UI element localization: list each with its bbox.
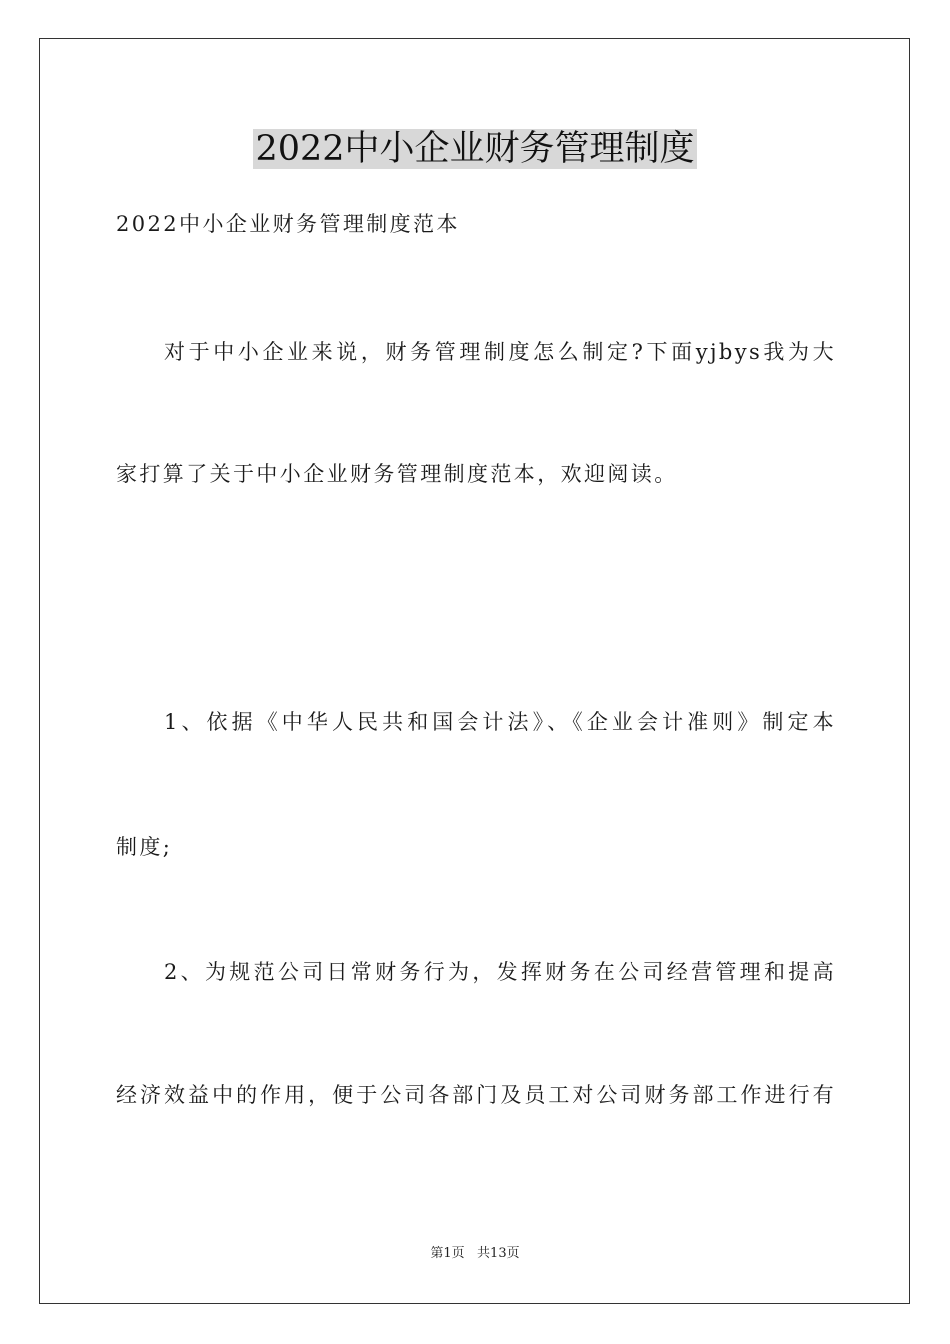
paragraph-line-2: 家打算了关于中小企业财务管理制度范本，欢迎阅读。 (116, 462, 678, 486)
page-footer: 第1页 共13页 (430, 1246, 520, 1261)
document-title-text: 2022中小企业财务管理制度 (255, 129, 695, 169)
paragraph-line-5: 2、为规范公司日常财务行为，发挥财务在公司经营管理和提高 (164, 960, 836, 984)
paragraph-line-1: 对于中小企业来说，财务管理制度怎么制定?下面yjbys我为大 (164, 340, 836, 364)
paragraph-line-6: 经济效益中的作用，便于公司各部门及员工对公司财务部工作进行有 (116, 1083, 836, 1107)
paragraph-line-3: 1、依据《中华人民共和国会计法》、《企业会计准则》制定本 (164, 710, 836, 734)
document-title (0, 126, 950, 172)
document-subtitle: 2022中小企业财务管理制度范本 (116, 212, 460, 236)
paragraph-line-4: 制度; (116, 835, 173, 859)
